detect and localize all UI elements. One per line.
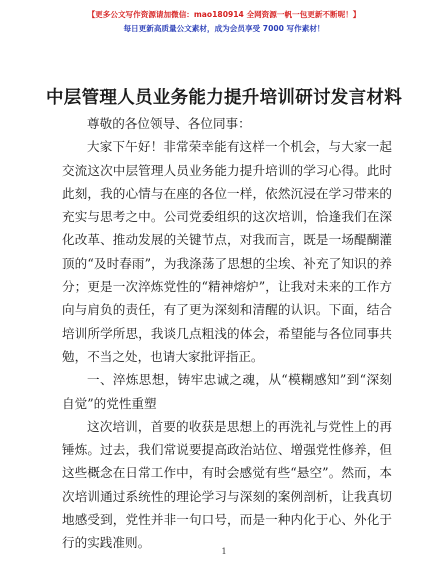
promo-banner <box>0 8 448 36</box>
promo-banner-line-1: 【更多公文写作资源请加微信：mao180914 全网资源一帆一包更新不断呢！】 <box>87 10 361 19</box>
intro-paragraph: 大家下午好！非常荣幸能有这样一个机会，与大家一起交流这次中层管理人员业务能力提升培训的学习心得。此时此刻，我的心情与在座的各位一样，依然沉浸在学习带来的充实与思考之中。公司党委组织的这次培训，恰逢我们在深化改革、推动发展的关键节点，对我而言，既是一场醍醐灌顶的“及时春雨”，为我涤荡了思想的尘埃、补充了知识的养分；更是一次淬炼党性的“精神熔炉”，让我对未来的工作方向与肩负的责任，有了更为深刻和清醒的认识。下面，结合培训所学所思，我谈几点粗浅的体会，希望能与各位同事共勉，不当之处，也请大家批评指正。 <box>62 139 392 364</box>
section-1-paragraph: 这次培训，首要的收获是思想上的再洗礼与党性上的再锤炼。过去，我们常说要提高政治站位、增强党性修养，但这些概念在日常工作中，有时会感觉有些“悬空”。然而，本次培训通过系统性的理论学习与深刻的案例剖析，让我真切地感受到，党性并非一句口号，而是一种内化于心、外化于行的实践准则。 <box>62 418 392 551</box>
salutation: 尊敬的各位领导、各位同事： <box>87 116 251 131</box>
document-body <box>62 112 392 555</box>
document-title: 中层管理人员业务能力提升培训研讨发言材料 <box>46 88 402 108</box>
promo-banner-line-2: 每日更新高质量公文素材，成为会员享受 7000 写作素材！ <box>123 24 325 33</box>
page-number: 1 <box>221 547 227 556</box>
section-heading-1: 一、淬炼思想，铸牢忠诚之魂，从“模糊感知”到“深刻自觉”的党性重塑 <box>62 372 392 411</box>
